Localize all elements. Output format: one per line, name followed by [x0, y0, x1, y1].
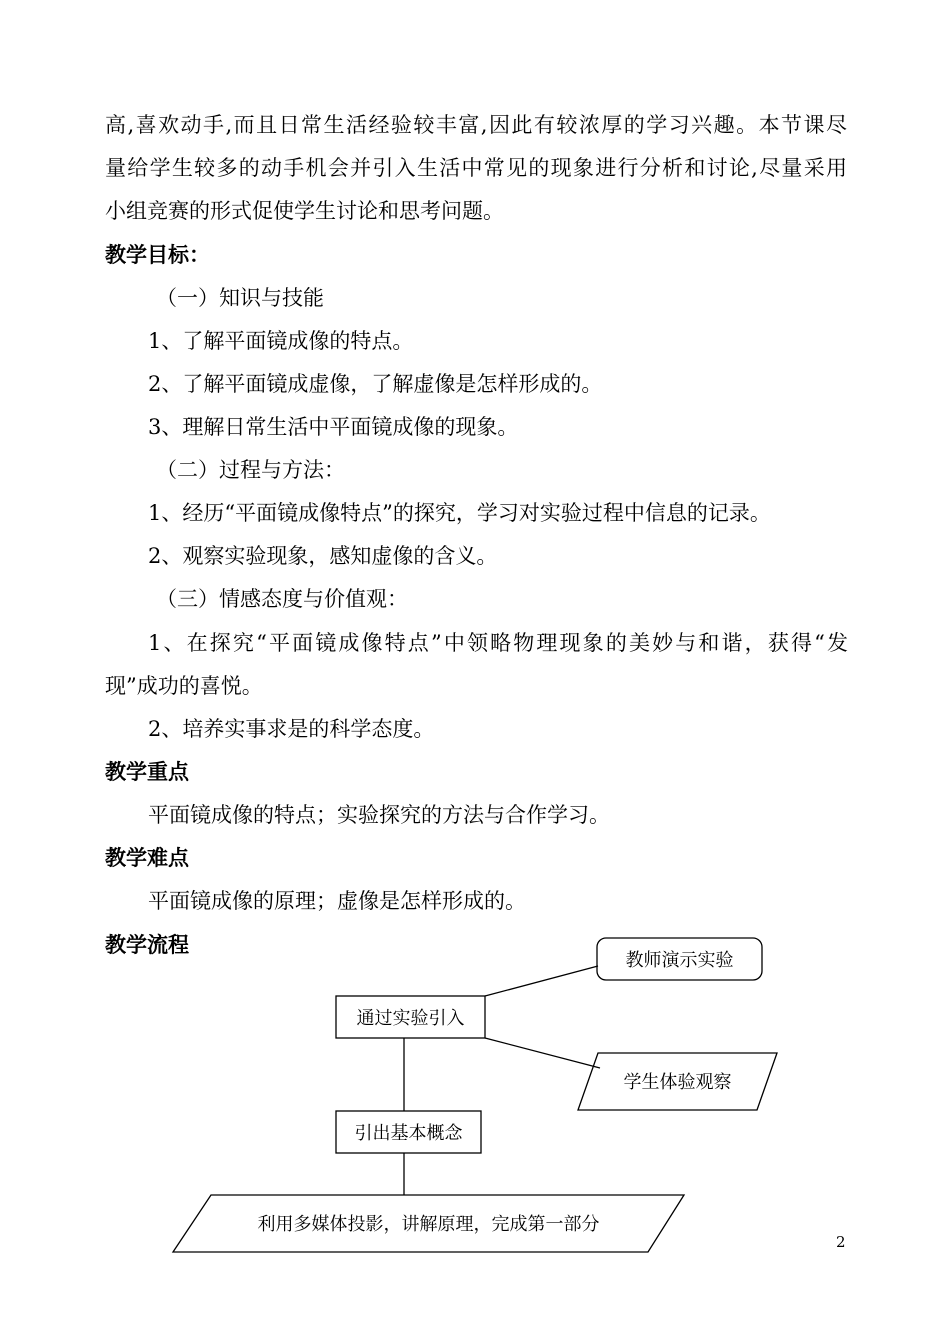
- intro-experiment-label: 通过实验引入: [356, 1008, 465, 1029]
- flow-heading: 教学流程: [105, 933, 189, 957]
- knowledge-item-3: 3、理解日常生活中平面镜成像的现象。: [148, 415, 519, 439]
- attitude-item-1-line-1: 1、在探究“平面镜成像特点”中领略物理现象的美妙与和谐，获得“发: [148, 631, 848, 655]
- attitude-item-2: 2、培养实事求是的科学态度。: [148, 717, 435, 741]
- attitude-title: （三）情感态度与价值观：: [156, 587, 408, 611]
- difficulties-heading: 教学难点: [105, 846, 189, 870]
- objectives-heading: 教学目标：: [105, 243, 210, 267]
- basic-concept-label: 引出基本概念: [354, 1123, 463, 1144]
- multimedia-label: 利用多媒体投影，讲解原理，完成第一部分: [257, 1214, 600, 1235]
- teacher-demo-label: 教师演示实验: [625, 950, 734, 971]
- page-number: 2: [836, 1233, 846, 1251]
- knowledge-title: （一）知识与技能: [156, 286, 324, 310]
- connector-teacher: [485, 966, 598, 996]
- intro-line-2: 量给学生较多的动手机会并引入生活中常见的现象进行分析和讨论,尽量采用: [105, 156, 847, 180]
- key-points-text: 平面镜成像的特点；实验探究的方法与合作学习。: [148, 803, 610, 827]
- attitude-item-1-line-2: 现”成功的喜悦。: [105, 674, 263, 698]
- process-item-2: 2、观察实验现象，感知虚像的含义。: [148, 544, 498, 568]
- process-title: （二）过程与方法：: [156, 458, 345, 482]
- key-points-heading: 教学重点: [105, 760, 189, 784]
- intro-line-3: 小组竞赛的形式促使学生讨论和思考问题。: [105, 199, 504, 223]
- process-item-1: 1、经历“平面镜成像特点”的探究，学习对实验过程中信息的记录。: [148, 501, 771, 525]
- connector-student: [485, 1038, 600, 1068]
- student-observe-label: 学生体验观察: [623, 1072, 732, 1093]
- difficulties-text: 平面镜成像的原理；虚像是怎样形成的。: [148, 889, 526, 913]
- intro-line-1: 高,喜欢动手,而且日常生活经验较丰富,因此有较浓厚的学习兴趣。本节课尽: [105, 113, 847, 137]
- knowledge-item-1: 1、了解平面镜成像的特点。: [148, 329, 414, 353]
- knowledge-item-2: 2、了解平面镜成虚像，了解虚像是怎样形成的。: [148, 372, 603, 396]
